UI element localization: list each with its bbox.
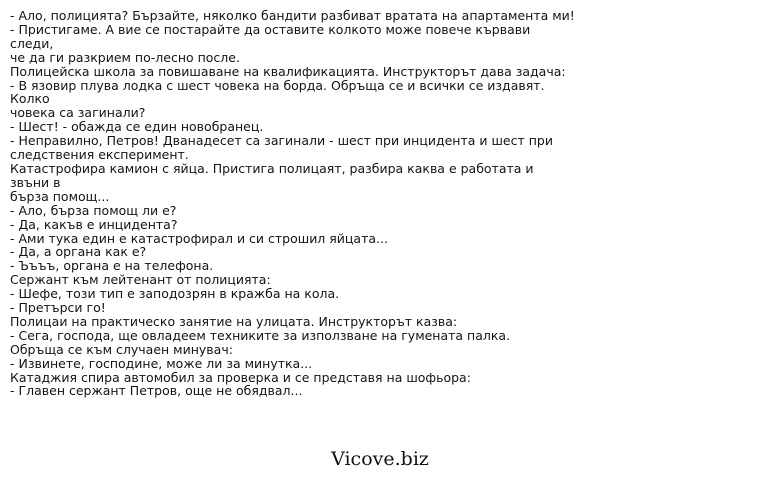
text-line: - Ами тука един е катастрофирал и си строшил яйцата... — [10, 230, 388, 246]
text-line: Обръща се към случаен минувач: — [10, 341, 233, 357]
text-line: - Извинете, господине, може ли за минутка... — [10, 355, 313, 371]
text-line: Катастрофира камион с яйца. Пристига полицаят, разбира каква е работата и звъни в — [10, 160, 534, 190]
text-line: - Сега, господа, ще овладеем техниките за използване на гумената палка. — [10, 327, 511, 343]
text-line: - Ало, полицията? Бързайте, няколко бандити разбиват вратата на апартамента ми! — [10, 8, 575, 23]
text-line: - Претърси го! — [10, 300, 106, 316]
text-line: - Шест! - обажда се един новобранец. — [10, 119, 264, 135]
text-line: - В язовир плува лодка с шест човека на борда. Обръща се и всички се издавят. Колко — [10, 77, 545, 107]
text-line: - Ъъъъ, органа е на телефона. — [10, 258, 214, 274]
text-line: бърза помощ... — [10, 188, 110, 204]
text-line: Сержант към лейтенант от полицията: — [10, 272, 271, 288]
jokes-text-block — [10, 9, 575, 398]
text-line: - Ало, бърза помощ ли е? — [10, 202, 177, 218]
text-line: - Неправилно, Петров! Дванадесет са загинали - шест при инцидента и шест при — [10, 133, 553, 149]
text-line: че да ги разкрием по-лесно после. — [10, 49, 240, 65]
text-line: Катаджия спира автомобил за проверка и се представя на шофьора: — [10, 369, 471, 385]
text-line: - Пристигаме. А вие се постарайте да оставите колкото може повече кървави следи, — [10, 21, 531, 51]
text-line: човека са загинали? — [10, 105, 146, 121]
text-line: Полицаи на практическо занятие на улицата. Инструкторът казва: — [10, 313, 458, 329]
text-line: - Главен сержант Петров, още не обядвал... — [10, 383, 303, 399]
text-line: следствения експеримент. — [10, 147, 189, 163]
text-line: - Шефе, този тип е заподозрян в кражба на кола. — [10, 286, 340, 302]
text-line: - Да, а органа как е? — [10, 244, 147, 260]
site-watermark: Vicove.biz — [331, 448, 429, 470]
text-line: - Да, какъв е инцидента? — [10, 216, 178, 232]
text-line: Полицейска школа за повишаване на квалификацията. Инструкторът дава задача: — [10, 63, 566, 79]
